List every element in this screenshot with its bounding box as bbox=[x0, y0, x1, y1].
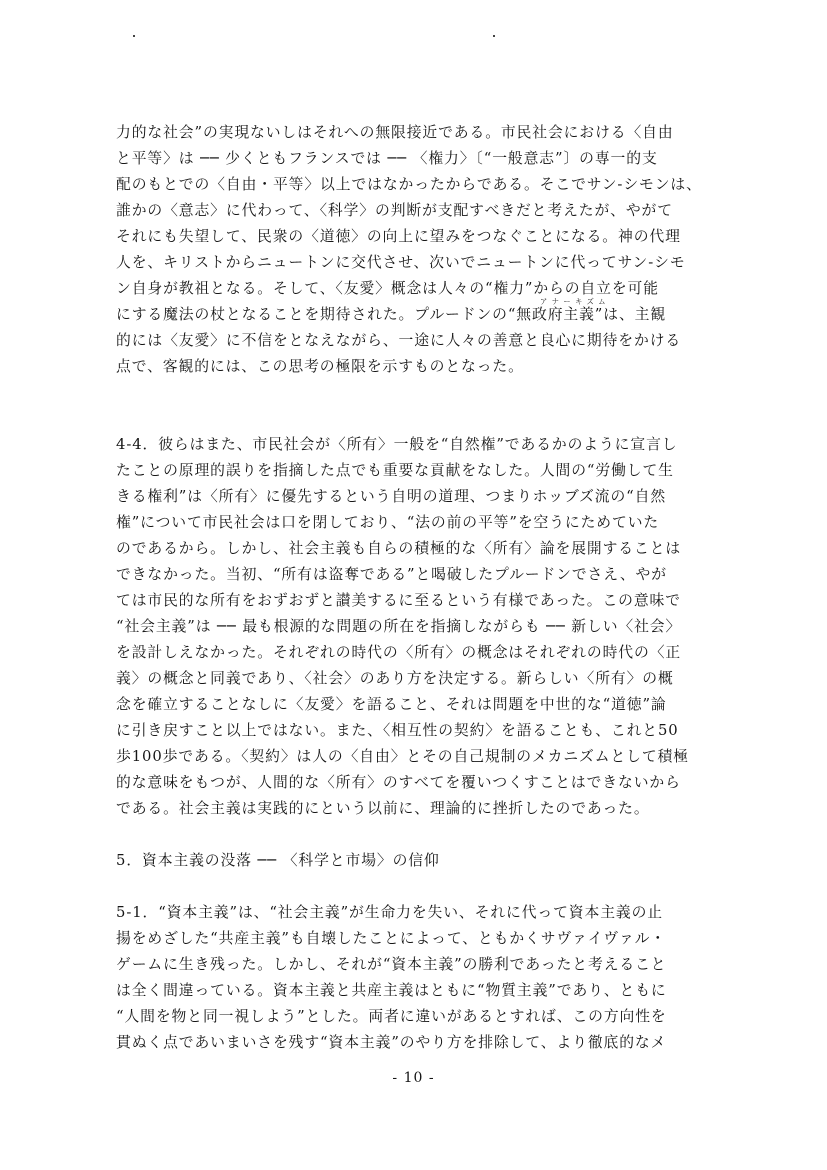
text-line: にする魔法の杖となることを期待された。プルードンの“無政府主義”は、主観 bbox=[116, 306, 667, 323]
page-number: - 10 - bbox=[392, 1070, 435, 1086]
text-line: のであるから。しかし、社会主義も自らの積極的な〈所有〉論を展開することは bbox=[116, 540, 682, 557]
text-line: “人間を物と同一視しよう”とした。両者に違いがあるとすれば、この方向性を bbox=[116, 1008, 667, 1025]
text-line: と平等〉は ── 少くともフランスでは ── 〈権力〉〔“一般意志”〕の専一的支 bbox=[116, 150, 658, 167]
text-line: ン自身が教祖となる。そして、〈友愛〉概念は人々の“権力”からの自立を可能 bbox=[116, 280, 659, 297]
text-line: 揚をめざした“共産主義”も自壊したことによって、ともかくサヴァイヴァル・ bbox=[116, 930, 667, 947]
scan-speck bbox=[493, 35, 495, 37]
text-line: 誰かの〈意志〉に代わって、〈科学〉の判断が支配すべきだと考えたが、やがて bbox=[116, 202, 673, 219]
text-line: 歩100歩である。〈契約〉は人の〈自由〉とその自己規制のメカニズムとして積極 bbox=[116, 748, 689, 765]
text-line: 義〉の概念と同義であり、〈社会〉のあり方を決定する。新らしい〈所有〉の概 bbox=[116, 670, 674, 687]
text-line: 人を、キリストからニュートンに交代させ、次いでニュートンに代ってサン-シモ bbox=[116, 254, 686, 271]
text-line: それにも失望して、民衆の〈道徳〉の向上に望みをつなぐことになる。神の代理 bbox=[116, 228, 681, 245]
text-line: 的な意味をもつが、人間的な〈所有〉のすべてを覆いつくすことはできないから bbox=[116, 774, 681, 791]
text-line: 権”について市民社会は口を閉しており、“法の前の平等”を空うにためていた bbox=[116, 514, 660, 531]
text-line: 4-4．彼らはまた、市民社会が〈所有〉一般を“自然権”であるかのように宣言し bbox=[116, 436, 678, 453]
scan-speck bbox=[133, 35, 135, 37]
text-line: に引き戻すこと以上ではない。また、〈相互性の契約〉を語ることも、これと50 bbox=[116, 722, 679, 739]
text-line: たことの原理的誤りを指摘した点でも重要な貢献をなした。人間の“労働して生 bbox=[116, 462, 674, 479]
text-line: 配のもとでの〈自由・平等〉以上ではなかったからである。そこでサン-シモンは、 bbox=[116, 176, 702, 193]
text-line: である。社会主義は実践的にという以前に、理論的に挫折したのであった。 bbox=[116, 800, 650, 817]
section-heading: 5．資本主義の没落 ── 〈科学と市場〉の信仰 bbox=[116, 852, 440, 869]
text-line: “社会主義”は ── 最も根源的な問題の所在を指摘しながらも ── 新しい〈社会〉 bbox=[116, 618, 682, 635]
text-line: きる権利”は〈所有〉に優先するという自明の道理、つまりホッブズ流の“自然 bbox=[116, 488, 667, 505]
furigana: アナーキズム bbox=[540, 297, 610, 306]
text-line: 力的な社会”の実現ないしはそれへの無限接近である。市民社会における〈自由 bbox=[116, 124, 674, 141]
text-line: 念を確立することなしに〈友愛〉を語ること、それは問題を中世的な“道徳”論 bbox=[116, 696, 667, 713]
text-line: 貫ぬく点であいまいさを残す“資本主義”のやり方を排除して、より徹底的なメ bbox=[116, 1034, 667, 1051]
text-line: 的には〈友愛〉に不信をとなえながら、一途に人々の善意と良心に期待をかける bbox=[116, 332, 682, 349]
text-line: を設計しえなかった。それぞれの時代の〈所有〉の概念はそれぞれの時代の〈正 bbox=[116, 644, 682, 661]
text-line: 点で、客観的には、この思考の極限を示すものとなった。 bbox=[116, 358, 524, 375]
text-line: ては市民的な所有をおずおずと讃美するに至るという有様であった。この意味で bbox=[116, 592, 681, 609]
text-line: できなかった。当初、“所有は盗奪である”と喝破したプルードンでさえ、やが bbox=[116, 566, 667, 583]
text-line: ゲームに生き残った。しかし、それが“資本主義”の勝利であったと考えること bbox=[116, 956, 667, 973]
text-line: は全く間違っている。資本主義と共産主義はともに“物質主義”であり、ともに bbox=[116, 982, 667, 999]
text-line: 5-1．“資本主義”は、“社会主義”が生命力を失い、それに代って資本主義の止 bbox=[116, 904, 663, 921]
